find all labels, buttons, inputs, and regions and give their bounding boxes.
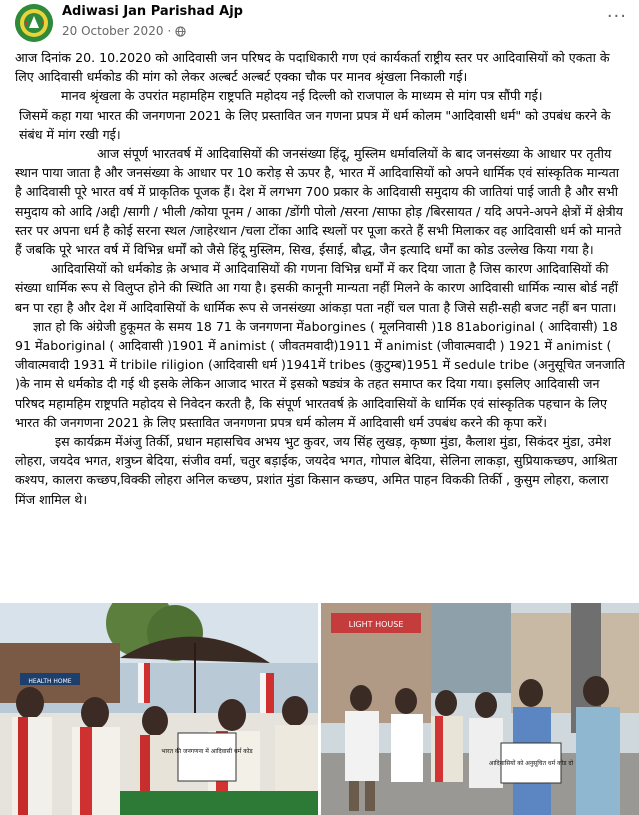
post-paragraph: आज दिनांक 20. 10.2020 को आदिवासी जन परिषद के पदाधिकारी गण एवं कार्यकर्ता राष्ट्रीय स्तर पर आदिवासियों को एकता के लिए आदिवासी धर्मकोड की मांग को लेकर अल्बर्ट अल्बर्ट एक्का चौक पर मानव श्रृंखला निकाली गई।: [15, 50, 610, 85]
post-paragraph: मानव श्रृंखला के उपरांत महामहिम राष्ट्रपति महोदय नई दिल्ली को राजपाल के माध्यम से मांग पत्र सौंपी गई।: [61, 88, 543, 104]
placard-text-left: भारत की जनगणना में आदिवासी धर्म कोड: [161, 748, 253, 755]
photo-right-image: [321, 603, 639, 815]
banner-text-right: LIGHT HOUSE: [348, 620, 404, 629]
placard-text-right: आदिवासियों को अनुसूचित धर्म कोड दो: [488, 760, 574, 767]
logo-icon: [15, 4, 53, 42]
page-name-link[interactable]: Adiwasi Jan Parishad Ajp: [62, 4, 243, 19]
post-paragraph: आज संपूर्ण भारतवर्ष में आदिवासियों की जनसंख्या हिंदू, मुस्लिम धर्मावलियों के बाद जनसंख्या के आधार पर तृतीय स्थान पाया जाता है और जनसंख्या के आधार पर 10 करोड़ से ऊपर है, भारत में आदिवासियों को अपने धार्मिक एवं सांस्कृतिक मान्यता है आदिवासी पूरे भारत वर्ष में प्राकृतिक पूजक हैं। देश में लगभग 700 प्रकार के आदिवासी समुदाय की जातियां पाई जाती है और सभी समुदाय को आदि /अद्दी /सागी / भीली /कोया पूनम / आका /डोंगी पोलो /सरना /साफा होड़ /बिरसायत / यदि अपने-अपने क्षेत्रों में क्षेत्रीय स्तर पर अपना धर्म है कोई सरना स्थल /जाहेरथान /चला टोंका आदि स्थलों पर पूजा करते हैं सभी मिलाकर वह आदिवासी धर्म को मानते हैं जबकि पूरे भारत वर्ष में विभिन्न धर्मों को जैसे हिंदू मुस्लिम, सिख, ईसाई, बौद्ध, जैन इत्यादि धर्मों का कोड उल्लेख किया गया है।: [15, 146, 623, 258]
meta-separator: ·: [167, 24, 172, 38]
post-date[interactable]: 20 October 2020: [62, 24, 164, 38]
post-paragraph: ज्ञात हो कि अंग्रेजी हुकूमत के समय 18 71 के जनगणना मेंaborgines ( मूलनिवासी )18 81aboriginal ( आदिवासी) 18 91 मेंaboriginal ( आदिवासी )1901 में animist ( जीवतमवादी)1911 में animist (जीवात्मवादी ) 1921 में animist ( जीवात्मवादी 1931 में tribile riligion (आदिवासी धर्म )1941में tribes (कुटुम्ब)1951 में sedule tribe (अनुसूचित जनजाति )के नाम से धर्मकोड दी गई थी इसके लेकिन आजाद भारत में इसको षड्यंत्र के तहत समाप्त कर दिया गया। इसलिए आदिवासी जन परिषद महामहिम राष्ट्रपति महोदय से निवेदन करती है, कि संपूर्ण भारतवर्ष क़े आदिवासियों के धार्मिक एवं सांस्कृतिक पहचान के लिए भारत की जनगणना 2021 क़े लिए प्रस्तावित जनगणना प्रपत्र धर्म कोलम में आदिवासी धर्म उपबंध करने की कृपा करें।: [15, 318, 625, 430]
globe-icon[interactable]: [175, 26, 186, 37]
post-paragraph: इस कार्यक्रम मेंअंजु तिर्की, प्रधान महासचिव अभय भुट कुवर, जय सिंह लुखड़, कृष्णा मुंडा, कैलाश मुंडा, सिकंदर मुंडा, उमेश लोहरा, जयदेव भगत, शत्रुघ्न बेदिया, संजीव वर्मा, चतुर बड़ाईक, जयदेव भगत, गोपाल बेदिया, सेलिना लाकड़ा, सुप्रियाकच्छप, आश्रिता कश्यप, कालरा कच्छप,विक्की लोहरा अनिल कच्छप, प्रशांत मुंडा किसान कच्छप, अमित पाहन विककी तिर्की , कुसुम लोहरा, कलारा मिंज शामिल थे।: [15, 434, 618, 507]
post-paragraph: आदिवासियों को धर्मकोड क़े अभाव में आदिवासियों की गणना विभिन्न धर्मों में कर दिया जाता है जिस कारण आदिवासियों की संख्या धार्मिक रूप से विलुप्त होने की स्थिति आ गया है। इसकी कानूनी मान्यता नहीं मिलने के कारण आदिवासी धार्मिक न्यास बोर्ड नहीं बन पा रहा है और देश में आदिवासियों के धार्मिक रूप से जनसंख्या आंकड़ा पता नहीं चल पाता है जिसे सही-सही बजट नहीं बन पाता।: [15, 261, 618, 315]
more-options-button[interactable]: ···: [606, 6, 627, 27]
post-paragraph: जिसमें कहा गया भारत की जनगणना 2021 के लिए प्रस्तावित जन गणना प्रपत्र में धर्म कोलम "आदिवासी धर्म" को उपबंध करने के संबंध में मांग रखी गई।: [19, 107, 611, 142]
post-text: [15, 48, 629, 509]
post-meta: [62, 24, 186, 38]
shop-sign-text: HEALTH HOME: [28, 678, 72, 685]
page-avatar[interactable]: [15, 4, 53, 42]
photo-right[interactable]: [321, 603, 639, 815]
photo-left-image: [0, 603, 318, 815]
photo-left[interactable]: [0, 603, 318, 815]
post-header: [0, 0, 639, 48]
photo-grid: [0, 603, 639, 815]
